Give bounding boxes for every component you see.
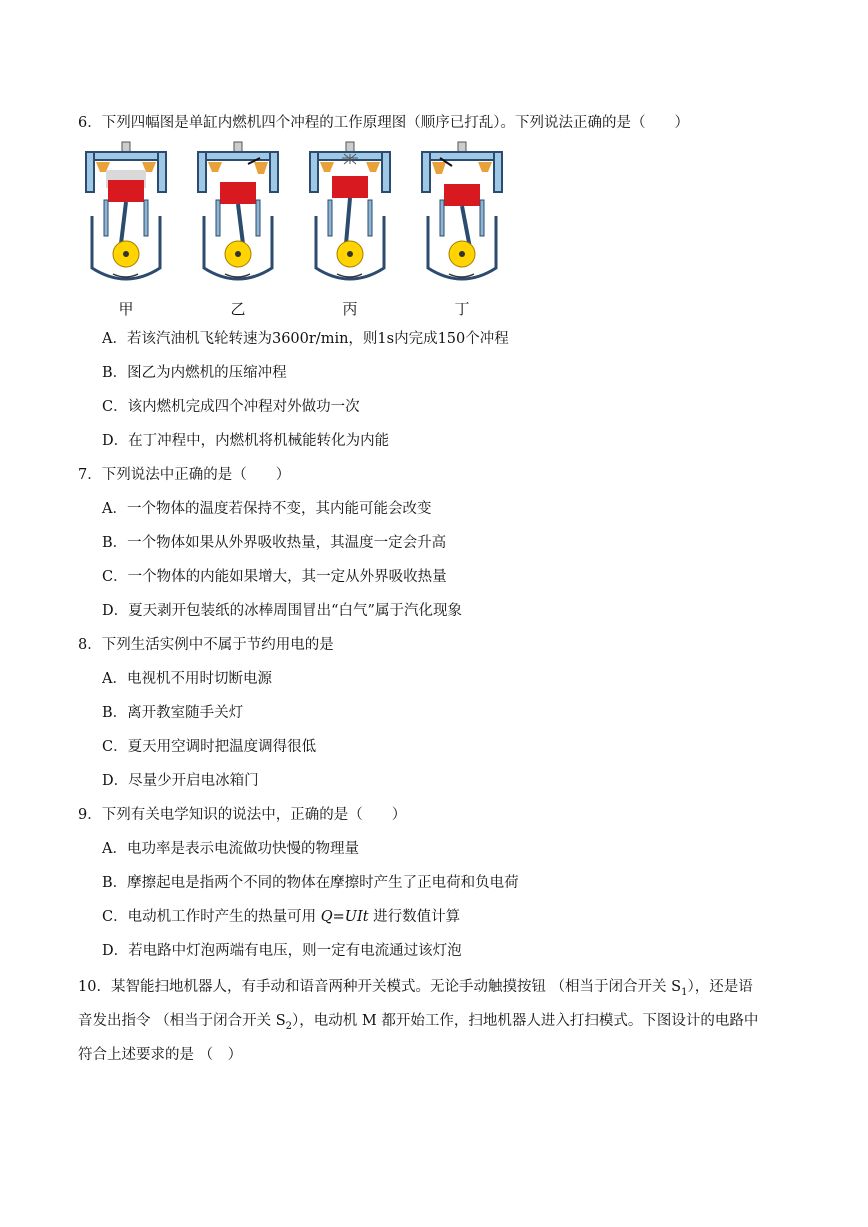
engine-label-jia: 甲	[118, 300, 134, 318]
q10-line-2-a: 音发出指令 （相当于闭合开关 S	[78, 1013, 286, 1029]
q10-s2-subscript: 2	[285, 1020, 293, 1032]
q10-line-2-b: ），电动机 M 都开始工作，扫地机器人进入打扫模式。下图设计的电路中	[292, 1013, 759, 1029]
engine-stroke-figures	[78, 140, 498, 320]
engine-figure-yi	[190, 140, 286, 318]
q10-s1-subscript: 1	[681, 986, 688, 998]
q10-line-2	[78, 1011, 758, 1037]
q7-option-b: B．一个物体如果从外界吸收热量，其温度一定会升高	[102, 535, 447, 551]
q9-option-b: B．摩擦起电是指两个不同的物体在摩擦时产生了正电荷和负电荷	[102, 875, 519, 891]
q7-option-d: D．夏天剥开包装纸的冰棒周围冒出“白气”属于汽化现象	[102, 603, 462, 619]
engine-bing-icon	[302, 140, 398, 290]
q6-stem: 6．下列四幅图是单缸内燃机四个冲程的工作原理图（顺序已打乱）。下列说法正确的是（ ）	[78, 115, 689, 131]
q10-line-1	[78, 977, 753, 1003]
q9-stem: 9．下列有关电学知识的说法中，正确的是（ ）	[78, 807, 407, 823]
q8-stem: 8．下列生活实例中不属于节约用电的是	[78, 637, 334, 653]
q10-line-1-b: ），还是语	[687, 979, 753, 995]
q8-option-c: C．夏天用空调时把温度调得很低	[102, 739, 317, 755]
engine-label-ding: 丁	[454, 300, 470, 318]
q9-option-c-prefix: C．电动机工作时产生的热量可用	[102, 909, 321, 925]
q8-option-b: B．离开教室随手关灯	[102, 705, 244, 721]
engine-yi-icon	[190, 140, 286, 290]
q7-option-c: C．一个物体的内能如果增大，其一定从外界吸收热量	[102, 569, 447, 585]
q6-option-d: D．在丁冲程中，内燃机将机械能转化为内能	[102, 433, 390, 449]
q9-option-c	[102, 907, 460, 927]
engine-figure-ding	[414, 140, 510, 318]
q9-option-a: A．电功率是表示电流做功快慢的物理量	[102, 841, 359, 857]
engine-figure-jia	[78, 140, 174, 318]
q6-option-c: C．该内燃机完成四个冲程对外做功一次	[102, 399, 360, 415]
q8-option-d: D．尽量少开启电冰箱门	[102, 773, 259, 789]
q10-line-3: 符合上述要求的是 （ ）	[78, 1047, 243, 1063]
engine-label-bing: 丙	[342, 300, 358, 318]
q8-option-a: A．电视机不用时切断电源	[102, 671, 272, 687]
q7-option-a: A．一个物体的温度若保持不变，其内能可能会改变	[102, 501, 432, 517]
q6-option-b: B．图乙为内燃机的压缩冲程	[102, 365, 287, 381]
engine-figure-bing	[302, 140, 398, 318]
q9-option-d: D．若电路中灯泡两端有电压，则一定有电流通过该灯泡	[102, 943, 462, 959]
q9-option-c-formula: Q=UIt	[320, 909, 369, 925]
q6-option-a: A．若该汽油机飞轮转速为3600r/min，则1s内完成150个冲程	[102, 331, 509, 347]
q9-option-c-suffix: 进行数值计算	[368, 909, 461, 925]
engine-ding-icon	[414, 140, 510, 290]
q10-line-1-a: 10．某智能扫地机器人，有手动和语音两种开关模式。无论手动触摸按钮 （相当于闭合开关 S	[78, 979, 682, 995]
engine-jia-icon	[78, 140, 174, 290]
engine-label-yi: 乙	[230, 300, 246, 318]
q7-stem: 7．下列说法中正确的是（ ）	[78, 467, 291, 483]
